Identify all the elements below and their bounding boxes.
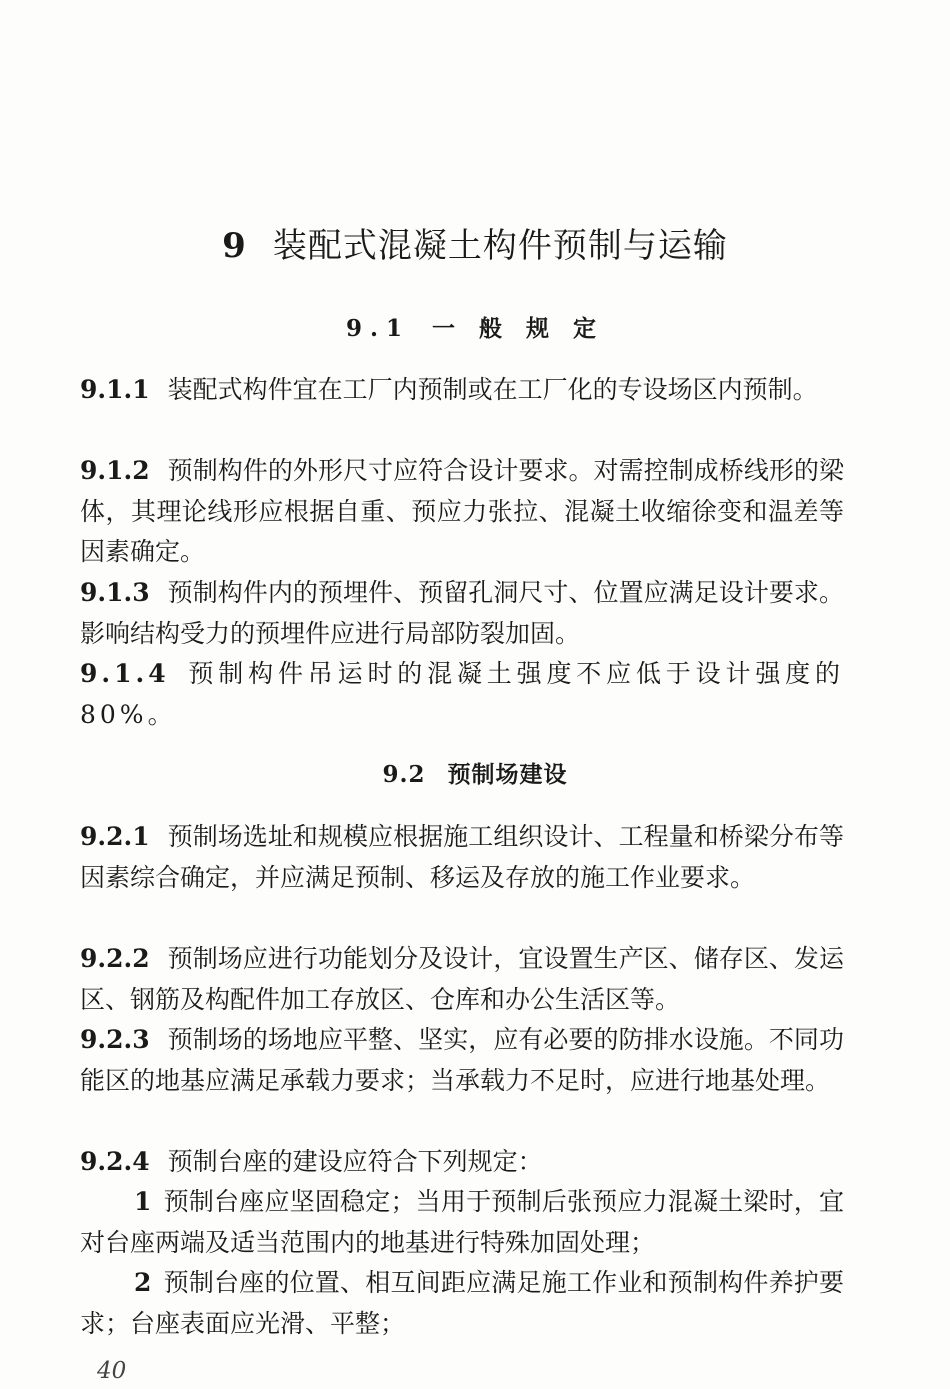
item-text: 预制台座应坚固稳定；当用于预制后张预应力混凝土梁时，宜对台座两端及适当范围内的地基进行特殊加固处理；: [80, 1187, 844, 1257]
clause-number: 9.1.4: [80, 659, 170, 688]
clause-text: 预制构件吊运时的混凝土强度不应低于设计强度的 80%。: [80, 659, 844, 729]
clause-number: 9.2.2: [80, 944, 150, 973]
section-title-text: 一 般 规 定: [431, 316, 605, 342]
clause-text: 预制构件的外形尺寸应符合设计要求。对需控制成桥线形的梁体，其理论线形应根据自重、预应力张拉、混凝土收缩徐变和温差等因素确定。: [80, 456, 844, 566]
section-number: 9.2: [382, 761, 426, 788]
clause-9-2-4-item-2: [80, 1263, 844, 1344]
clause-9-1-1: [80, 370, 844, 411]
clause-text: 预制场的场地应平整、坚实，应有必要的防排水设施。不同功能区的地基应满足承载力要求；当承载力不足时，应进行地基处理。: [80, 1025, 844, 1095]
page-number: 40: [97, 1358, 127, 1384]
chapter-number: 9: [222, 226, 247, 266]
clause-number: 9.1.1: [80, 375, 150, 404]
clause-number: 9.2.3: [80, 1025, 150, 1054]
item-number: 1: [134, 1187, 152, 1216]
chapter-title: [0, 222, 950, 270]
clause-9-1-4: [80, 654, 844, 735]
section-title-9-1: [0, 312, 950, 346]
item-text: 预制台座的位置、相互间距应满足施工作业和预制构件养护要求；台座表面应光滑、平整；: [80, 1268, 844, 1338]
clause-number: 9.1.3: [80, 578, 150, 607]
clause-text: 装配式构件宜在工厂内预制或在工厂化的专设场区内预制。: [167, 375, 818, 404]
clause-9-2-3: [80, 1020, 844, 1101]
chapter-title-text: 装配式混凝土构件预制与运输: [272, 226, 728, 266]
clause-9-2-4-item-1: [80, 1182, 844, 1263]
clause-9-2-1: [80, 817, 844, 898]
clause-text: 预制场应进行功能划分及设计，宜设置生产区、储存区、发运区、钢筋及构配件加工存放区、仓库和办公生活区等。: [80, 944, 844, 1014]
clause-text: 预制台座的建设应符合下列规定：: [167, 1147, 543, 1176]
clause-9-1-2: [80, 451, 844, 573]
clause-9-2-2: [80, 939, 844, 1020]
section-number: 9.1: [345, 315, 410, 342]
section-title-text: 预制场建设: [447, 762, 568, 788]
clause-number: 9.2.1: [80, 822, 150, 851]
clause-text: 预制场选址和规模应根据施工组织设计、工程量和桥梁分布等因素综合确定，并应满足预制、移运及存放的施工作业要求。: [80, 822, 844, 892]
clause-text: 预制构件内的预埋件、预留孔洞尺寸、位置应满足设计要求。影响结构受力的预埋件应进行局部防裂加固。: [80, 578, 844, 648]
clause-number: 9.1.2: [80, 456, 150, 485]
section-title-9-2: [0, 758, 950, 792]
item-number: 2: [134, 1268, 152, 1297]
clause-9-1-3: [80, 573, 844, 654]
clause-number: 9.2.4: [80, 1147, 150, 1176]
clause-9-2-4: [80, 1142, 844, 1183]
